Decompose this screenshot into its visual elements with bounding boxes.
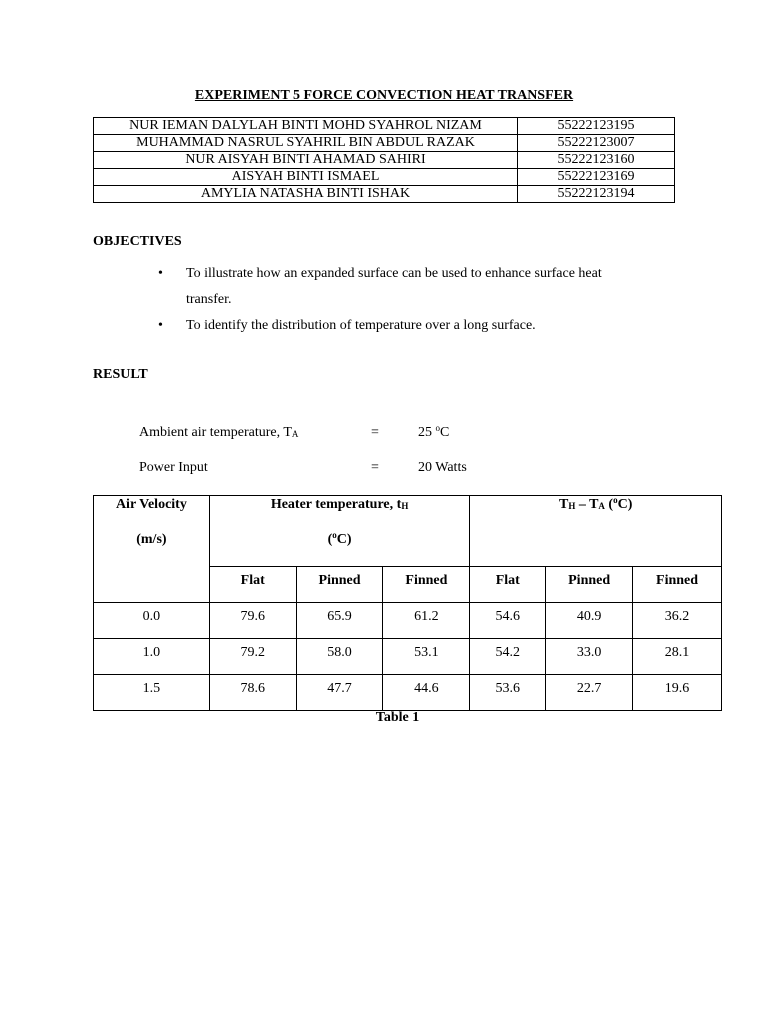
table-cell: 1.5 xyxy=(94,675,210,711)
power-equals: = xyxy=(371,460,379,475)
table-row xyxy=(94,135,675,152)
member-id: 55222123194 xyxy=(518,186,675,203)
objective-text: To illustrate how an expanded surface can be used to enhance surface heat transfer. xyxy=(186,266,602,307)
table-header-row xyxy=(94,496,722,567)
table-cell: 61.2 xyxy=(383,603,470,639)
member-name: AISYAH BINTI ISMAEL xyxy=(94,169,518,186)
power-value: 20 Watts xyxy=(418,460,467,475)
document-title: EXPERIMENT 5 FORCE CONVECTION HEAT TRANSFER xyxy=(194,88,574,103)
table-cell: 58.0 xyxy=(296,639,383,675)
subheader-cell: Pinned xyxy=(296,567,383,603)
ambient-equals: = xyxy=(371,425,379,440)
bullet-icon: • xyxy=(158,318,163,333)
table-cell: 33.0 xyxy=(546,639,633,675)
subheader-cell: Finned xyxy=(633,567,722,603)
table-cell: 40.9 xyxy=(546,603,633,639)
table-cell: 54.6 xyxy=(470,603,546,639)
subheader-cell: Finned xyxy=(383,567,470,603)
member-name: MUHAMMAD NASRUL SYAHRIL BIN ABDUL RAZAK xyxy=(94,135,518,152)
ambient-value: 25 $^o$C xyxy=(418,423,450,440)
table-cell: 79.2 xyxy=(209,639,296,675)
table-cell: 65.9 xyxy=(296,603,383,639)
table-cell: 19.6 xyxy=(633,675,722,711)
bullet-icon: • xyxy=(158,266,163,281)
results-table xyxy=(93,495,722,711)
table-row xyxy=(94,603,722,639)
table-caption: Table 1 xyxy=(375,710,420,725)
subheader-cell: Flat xyxy=(209,567,296,603)
table-cell: 79.6 xyxy=(209,603,296,639)
table-cell: 28.1 xyxy=(633,639,722,675)
temperature-difference-header: $T_H - T_A$ ($^o$C) xyxy=(470,496,722,567)
objectives-heading: OBJECTIVES xyxy=(93,234,182,249)
objectives-list xyxy=(140,261,620,339)
table-cell: 47.7 xyxy=(296,675,383,711)
table-row xyxy=(94,152,675,169)
table-row xyxy=(94,118,675,135)
power-label: Power Input xyxy=(139,460,208,475)
table-cell: 36.2 xyxy=(633,603,722,639)
table-row xyxy=(94,675,722,711)
list-item xyxy=(140,313,620,339)
table-cell: 0.0 xyxy=(94,603,210,639)
member-id: 55222123160 xyxy=(518,152,675,169)
objective-text: To identify the distribution of temperature over a long surface. xyxy=(186,318,536,333)
member-name: NUR AISYAH BINTI AHAMAD SAHIRI xyxy=(94,152,518,169)
table-row xyxy=(94,169,675,186)
member-id: 55222123195 xyxy=(518,118,675,135)
table-cell: 44.6 xyxy=(383,675,470,711)
table-cell: 53.1 xyxy=(383,639,470,675)
heater-temperature-header: Heater temperature, $t_H$ ($^o$C) xyxy=(209,496,470,567)
member-id: 55222123169 xyxy=(518,169,675,186)
member-name: AMYLIA NATASHA BINTI ISHAK xyxy=(94,186,518,203)
result-heading: RESULT xyxy=(93,367,148,382)
table-row xyxy=(94,639,722,675)
subheader-cell: Flat xyxy=(470,567,546,603)
table-row xyxy=(94,186,675,203)
table-cell: 1.0 xyxy=(94,639,210,675)
table-cell: 22.7 xyxy=(546,675,633,711)
table-cell: 53.6 xyxy=(470,675,546,711)
member-name: NUR IEMAN DALYLAH BINTI MOHD SYAHROL NIZAM xyxy=(94,118,518,135)
ambient-label: Ambient air temperature, $T_A$ xyxy=(139,425,299,440)
table-cell: 54.2 xyxy=(470,639,546,675)
subheader-cell: Pinned xyxy=(546,567,633,603)
members-table xyxy=(93,117,675,203)
list-item xyxy=(140,261,620,313)
member-id: 55222123007 xyxy=(518,135,675,152)
table-cell: 78.6 xyxy=(209,675,296,711)
air-velocity-header: Air Velocity (m/s) xyxy=(94,496,210,603)
